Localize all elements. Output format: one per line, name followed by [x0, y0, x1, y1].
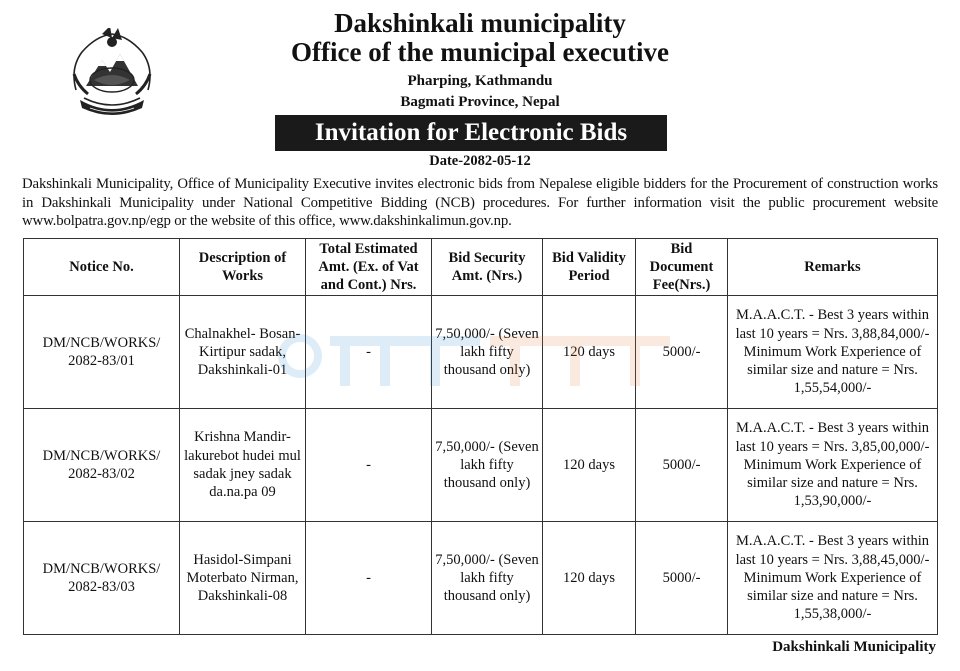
cell-notice-no: DM/NCB/WORKS/ 2082-83/03	[24, 522, 180, 635]
notice-date: Date-2082-05-12	[429, 153, 531, 169]
col-validity: Bid Validity Period	[543, 239, 636, 296]
cell-validity: 120 days	[543, 409, 636, 522]
cell-estimated-amount: -	[306, 409, 432, 522]
cell-doc-fee: 5000/-	[636, 409, 728, 522]
col-notice-no: Notice No.	[24, 239, 180, 296]
cell-doc-fee: 5000/-	[636, 296, 728, 409]
notice-banner: Invitation for Electronic Bids	[275, 115, 667, 151]
col-bid-security: Bid Security Amt. (Nrs.)	[432, 239, 543, 296]
cell-doc-fee: 5000/-	[636, 522, 728, 635]
address-line-1: Pharping, Kathmandu	[407, 73, 553, 89]
cell-description: Chalnakhel- Bosan- Kirtipur sadak, Dakshinkali-01	[180, 296, 306, 409]
cell-description: Hasidol-Simpani Moterbato Nirman, Dakshinkali-08	[180, 522, 306, 635]
cell-notice-no: DM/NCB/WORKS/ 2082-83/02	[24, 409, 180, 522]
table-row	[24, 522, 938, 635]
cell-bid-security: 7,50,000/- (Seven lakh fifty thousand only)	[432, 522, 543, 635]
cell-estimated-amount: -	[306, 296, 432, 409]
col-estimated-amount: Total Estimated Amt. (Ex. of Vat and Cont.) Nrs.	[306, 239, 432, 296]
cell-description: Krishna Mandir- lakurebot hudei mul sadak jney sadak da.na.pa 09	[180, 409, 306, 522]
cell-remarks: M.A.A.C.T. - Best 3 years within last 10 years = Nrs. 3,88,45,000/- Minimum Work Experience of similar size and nature = Nrs. 1,55,38,000/-	[728, 522, 938, 635]
table-header-row	[24, 239, 938, 296]
intro-paragraph: Dakshinkali Municipality, Office of Municipality Executive invites electronic bids from Nepalese eligible bidders for the Procurement of construction works in Dakshinkali Municipality under National Competitive Bidding (NCB) procedures. For further information visit the public procurement website www.bolpatra.gov.np/egp or the website of this office, www.dakshinkalimun.gov.np.	[22, 176, 938, 230]
address-line-2: Bagmati Province, Nepal	[400, 94, 560, 110]
table-row	[24, 409, 938, 522]
col-doc-fee: Bid Document Fee(Nrs.)	[636, 239, 728, 296]
office-subtitle: Office of the municipal executive	[291, 37, 669, 67]
col-description: Description of Works	[180, 239, 306, 296]
cell-remarks: M.A.A.C.T. - Best 3 years within last 10 years = Nrs. 3,88,84,000/- Minimum Work Experience of similar size and nature = Nrs. 1,55,54,000/-	[728, 296, 938, 409]
bids-table	[23, 238, 938, 635]
col-remarks: Remarks	[728, 239, 938, 296]
table-row	[24, 296, 938, 409]
cell-bid-security: 7,50,000/- (Seven lakh fifty thousand only)	[432, 296, 543, 409]
cell-bid-security: 7,50,000/- (Seven lakh fifty thousand only)	[432, 409, 543, 522]
municipality-title: Dakshinkali municipality	[334, 8, 626, 38]
cell-validity: 120 days	[543, 522, 636, 635]
cell-notice-no: DM/NCB/WORKS/ 2082-83/01	[24, 296, 180, 409]
cell-validity: 120 days	[543, 296, 636, 409]
cell-remarks: M.A.A.C.T. - Best 3 years within last 10 years = Nrs. 3,85,00,000/- Minimum Work Experience of similar size and nature = Nrs. 1,53,90,000/-	[728, 409, 938, 522]
cell-estimated-amount: -	[306, 522, 432, 635]
footer-signature: Dakshinkali Municipality	[772, 639, 936, 655]
